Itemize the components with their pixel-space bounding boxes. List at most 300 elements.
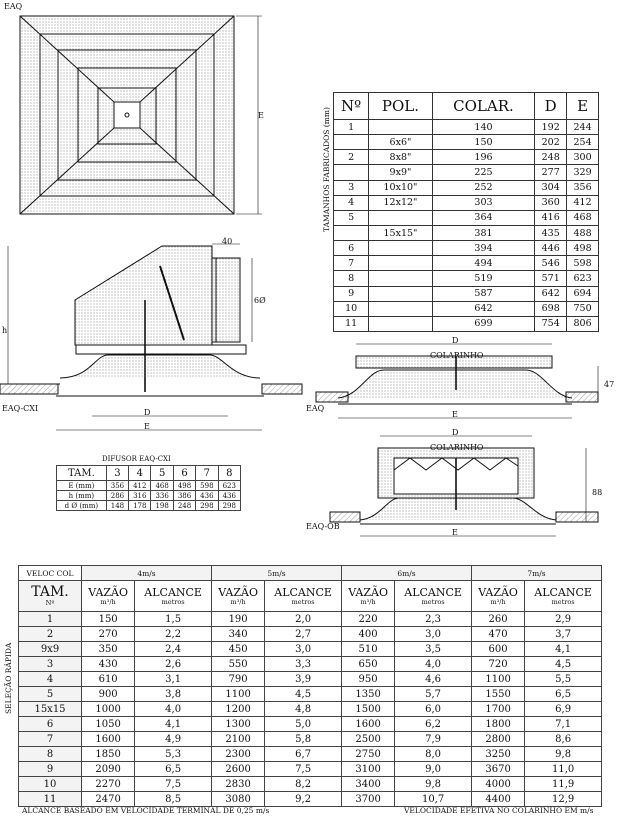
sizes-cell-colar: 381 <box>432 225 535 240</box>
alcance-cell: 6,2 <box>395 717 472 732</box>
cxi-cell: 468 <box>151 481 173 491</box>
sizes-cell-n: 4 <box>334 195 369 210</box>
alcance-cell: 8,5 <box>135 792 212 807</box>
alcance-cell: 6,9 <box>525 702 602 717</box>
vazao-label: VAZÃO <box>478 585 518 599</box>
sizes-cell-pol: 10x10" <box>369 180 432 195</box>
alcance-cell: 4,1 <box>525 642 602 657</box>
cxi-cell: 598 <box>196 481 218 491</box>
alcance-cell: 4,9 <box>135 732 212 747</box>
alcance-cell: 6,5 <box>525 687 602 702</box>
selection-row <box>19 702 602 717</box>
alcance-cell: 9,8 <box>525 747 602 762</box>
alcance-cell: 3,0 <box>265 642 342 657</box>
speed-6: 6m/s <box>341 566 471 581</box>
selection-row <box>19 732 602 747</box>
dim-d-ob: D <box>452 428 459 437</box>
alcance-cell: 7,5 <box>135 777 212 792</box>
sizes-cell-pol: 9x9" <box>369 165 432 180</box>
vazao-label: VAZÃO <box>348 585 388 599</box>
vazao-cell: 1350 <box>341 687 394 702</box>
vazao-cell: 1050 <box>82 717 135 732</box>
sizes-table-body <box>334 120 599 332</box>
sizes-cell-pol <box>369 316 432 331</box>
sizes-row <box>334 301 599 316</box>
alcance-cell: 3,1 <box>135 672 212 687</box>
vazao-cell: 600 <box>471 642 524 657</box>
selection-tam-cell: 5 <box>19 687 82 702</box>
selection-tam-cell: 7 <box>19 732 82 747</box>
selection-tam-cell: 11 <box>19 792 82 807</box>
alcance-cell: 12,9 <box>525 792 602 807</box>
selection-row <box>19 642 602 657</box>
sizes-cell-e: 598 <box>567 256 599 271</box>
vazao-cell: 1850 <box>82 747 135 762</box>
vazao-cell: 2830 <box>211 777 264 792</box>
vazao-cell: 510 <box>341 642 394 657</box>
alcance-label: ALCANCE <box>274 585 332 599</box>
selection-row <box>19 762 602 777</box>
alcance-cell: 2,9 <box>525 612 602 627</box>
sizes-cell-d: 416 <box>535 210 567 225</box>
alcance-cell: 2,3 <box>395 612 472 627</box>
vazao-cell: 190 <box>211 612 264 627</box>
vazao-cell: 610 <box>82 672 135 687</box>
tam-header <box>19 581 82 612</box>
selection-row <box>19 747 602 762</box>
alcance-cell: 2,4 <box>135 642 212 657</box>
sizes-cell-pol <box>369 301 432 316</box>
alcance-cell: 5,8 <box>265 732 342 747</box>
alcance-cell: 4,5 <box>525 657 602 672</box>
sizes-cell-pol: 8x8" <box>369 150 432 165</box>
sizes-cell-colar: 140 <box>432 120 535 135</box>
alcance-cell: 8,2 <box>265 777 342 792</box>
cxi-cell: 298 <box>218 501 240 511</box>
dim-e-cxi: E <box>144 422 150 431</box>
sizes-cell-colar: 364 <box>432 210 535 225</box>
alcance-cell: 2,6 <box>135 657 212 672</box>
vazao-cell: 2270 <box>82 777 135 792</box>
vazao-cell: 400 <box>341 627 394 642</box>
sizes-cell-pol <box>369 241 432 256</box>
sizes-cell-colar: 150 <box>432 135 535 150</box>
alcance-header <box>265 581 342 612</box>
cxi-view-label: EAQ-CXI <box>2 404 39 413</box>
alcance-cell: 4,1 <box>135 717 212 732</box>
plan-view <box>20 16 262 214</box>
sizes-row <box>334 241 599 256</box>
sizes-row <box>334 286 599 301</box>
alcance-header <box>395 581 472 612</box>
vazao-cell: 1200 <box>211 702 264 717</box>
alcance-cell: 3,0 <box>395 627 472 642</box>
alcance-label: ALCANCE <box>144 585 202 599</box>
sizes-cell-pol <box>369 256 432 271</box>
vazao-cell: 2750 <box>341 747 394 762</box>
sizes-cell-pol <box>369 286 432 301</box>
sizes-cell-n: 6 <box>334 241 369 256</box>
cxi-header-cell: 8 <box>218 466 240 481</box>
cxi-cell: 386 <box>173 491 195 501</box>
vazao-cell: 3080 <box>211 792 264 807</box>
sizes-cell-colar: 699 <box>432 316 535 331</box>
vazao-cell: 3400 <box>341 777 394 792</box>
sizes-cell-n: 10 <box>334 301 369 316</box>
alcance-cell: 4,8 <box>265 702 342 717</box>
alcance-cell: 9,0 <box>395 762 472 777</box>
cxi-header-cell: 7 <box>196 466 218 481</box>
vazao-header <box>341 581 394 612</box>
vazao-cell: 150 <box>82 612 135 627</box>
sizes-cell-pol: 6x6" <box>369 135 432 150</box>
alcance-cell: 4,6 <box>395 672 472 687</box>
selection-row <box>19 627 602 642</box>
alcance-cell: 1,5 <box>135 612 212 627</box>
vazao-cell: 220 <box>341 612 394 627</box>
alcance-cell: 3,8 <box>135 687 212 702</box>
sizes-cell-e: 254 <box>567 135 599 150</box>
cxi-cell: 412 <box>129 481 151 491</box>
sizes-cell-e: 750 <box>567 301 599 316</box>
dim-88-label: 88 <box>592 488 603 497</box>
selection-tam-cell: 15x15 <box>19 702 82 717</box>
cxi-header-cell: 3 <box>106 466 128 481</box>
vazao-cell: 1550 <box>471 687 524 702</box>
alcance-cell: 7,9 <box>395 732 472 747</box>
dim-e-eaq: E <box>452 410 458 419</box>
cxi-cell: 436 <box>196 491 218 501</box>
cxi-cell: 148 <box>106 501 128 511</box>
footer-right: VELOCIDADE EFETIVA NO COLARINHO EM m/s <box>404 806 594 815</box>
vazao-unit: m³/h <box>100 597 116 606</box>
cxi-header-cell: 6 <box>173 466 195 481</box>
sizes-cell-colar: 587 <box>432 286 535 301</box>
vazao-label: VAZÃO <box>218 585 258 599</box>
sizes-cell-d: 446 <box>535 241 567 256</box>
selection-row <box>19 687 602 702</box>
dim-47-label: 47 <box>604 380 615 389</box>
vazao-cell: 900 <box>82 687 135 702</box>
vazao-unit: m³/h <box>490 597 506 606</box>
vazao-cell: 350 <box>82 642 135 657</box>
vazao-cell: 1000 <box>82 702 135 717</box>
alcance-cell: 5,0 <box>265 717 342 732</box>
cxi-row-label: h (mm) <box>57 491 107 501</box>
vazao-label: VAZÃO <box>88 585 128 599</box>
alcance-cell: 4,0 <box>135 702 212 717</box>
alcance-cell: 8,6 <box>525 732 602 747</box>
vazao-unit: m³/h <box>360 597 376 606</box>
selection-table <box>18 565 602 807</box>
sizes-header-colar: COLAR. <box>432 93 535 120</box>
dim-e-plan: E <box>258 111 264 120</box>
alcance-cell: 6,7 <box>265 747 342 762</box>
cxi-cell: 298 <box>196 501 218 511</box>
dim-e-ob: E <box>452 528 458 537</box>
vazao-cell: 790 <box>211 672 264 687</box>
sizes-cell-d: 754 <box>535 316 567 331</box>
sizes-cell-d: 304 <box>535 180 567 195</box>
sizes-cell-n: 11 <box>334 316 369 331</box>
cxi-cell: 178 <box>129 501 151 511</box>
alcance-unit: metros <box>421 597 445 606</box>
selection-tam-cell: 1 <box>19 612 82 627</box>
sizes-header-pol: POL. <box>369 93 432 120</box>
cxi-table <box>56 465 241 511</box>
sizes-row <box>334 195 599 210</box>
dim-d-eaq: D <box>452 336 459 345</box>
vazao-cell: 1600 <box>82 732 135 747</box>
cxi-row <box>57 501 241 511</box>
sizes-cell-d: 360 <box>535 195 567 210</box>
sizes-table <box>333 92 599 332</box>
speed-row <box>19 566 602 581</box>
sizes-cell-e: 468 <box>567 210 599 225</box>
sizes-header-d: D <box>535 93 567 120</box>
cxi-row-label: E (mm) <box>57 481 107 491</box>
sizes-cell-d: 546 <box>535 256 567 271</box>
vazao-cell: 550 <box>211 657 264 672</box>
sizes-cell-n: 7 <box>334 256 369 271</box>
selection-header-row <box>19 581 602 612</box>
selection-tam-cell: 2 <box>19 627 82 642</box>
cxi-header-tam: TAM. <box>57 466 107 481</box>
alcance-cell: 7,5 <box>265 762 342 777</box>
sizes-row <box>334 271 599 286</box>
sizes-cell-colar: 303 <box>432 195 535 210</box>
sizes-cell-colar: 494 <box>432 256 535 271</box>
sizes-cell-colar: 196 <box>432 150 535 165</box>
sizes-vertical-label: TAMANHOS FABRICADOS (mm) <box>322 107 331 232</box>
alcance-unit: metros <box>291 597 315 606</box>
sizes-cell-n: 3 <box>334 180 369 195</box>
sizes-cell-e: 623 <box>567 271 599 286</box>
sizes-row <box>334 316 599 331</box>
vazao-cell: 260 <box>471 612 524 627</box>
dim-40-label: 40 <box>222 237 233 246</box>
selection-tam-cell: 6 <box>19 717 82 732</box>
vazao-cell: 2100 <box>211 732 264 747</box>
colarinho-ob: COLARINHO <box>430 443 484 452</box>
sizes-cell-colar: 252 <box>432 180 535 195</box>
alcance-cell: 3,7 <box>525 627 602 642</box>
cxi-header-row <box>57 466 241 481</box>
alcance-cell: 2,7 <box>265 627 342 642</box>
vazao-cell: 3700 <box>341 792 394 807</box>
sizes-cell-n <box>334 165 369 180</box>
sizes-cell-colar: 225 <box>432 165 535 180</box>
vazao-cell: 1100 <box>471 672 524 687</box>
dim-h-label: h <box>2 326 8 335</box>
cxi-row <box>57 491 241 501</box>
sizes-header-row <box>334 93 599 120</box>
vazao-cell: 650 <box>341 657 394 672</box>
sizes-cell-d: 192 <box>535 120 567 135</box>
cxi-cell: 623 <box>218 481 240 491</box>
sizes-cell-d: 277 <box>535 165 567 180</box>
dim-d-cxi: D <box>144 408 151 417</box>
sizes-cell-n <box>334 135 369 150</box>
alcance-cell: 4,5 <box>265 687 342 702</box>
sizes-cell-d: 248 <box>535 150 567 165</box>
alcance-cell: 7,1 <box>525 717 602 732</box>
sizes-cell-e: 806 <box>567 316 599 331</box>
sizes-row <box>334 150 599 165</box>
sizes-row <box>334 210 599 225</box>
selection-row <box>19 777 602 792</box>
alcance-header <box>525 581 602 612</box>
sizes-row <box>334 256 599 271</box>
sizes-cell-e: 329 <box>567 165 599 180</box>
cxi-cell: 198 <box>151 501 173 511</box>
vazao-cell: 340 <box>211 627 264 642</box>
alcance-cell: 8,0 <box>395 747 472 762</box>
alcance-unit: metros <box>161 597 185 606</box>
vazao-cell: 3250 <box>471 747 524 762</box>
sizes-cell-n: 1 <box>334 120 369 135</box>
alcance-label: ALCANCE <box>404 585 462 599</box>
alcance-cell: 6,5 <box>135 762 212 777</box>
alcance-cell: 3,9 <box>265 672 342 687</box>
sizes-cell-e: 488 <box>567 225 599 240</box>
sizes-cell-colar: 394 <box>432 241 535 256</box>
alcance-label: ALCANCE <box>534 585 592 599</box>
cxi-cell: 286 <box>106 491 128 501</box>
cxi-header-cell: 5 <box>151 466 173 481</box>
sizes-cell-e: 694 <box>567 286 599 301</box>
cxi-cell: 316 <box>129 491 151 501</box>
vazao-cell: 1800 <box>471 717 524 732</box>
speed-4: 4m/s <box>82 566 212 581</box>
cxi-cell: 498 <box>173 481 195 491</box>
selection-row <box>19 657 602 672</box>
plan-view-label: EAQ <box>4 2 23 11</box>
veloc-label: VELOC COL <box>19 566 82 581</box>
footer-left: ALCANCE BASEADO EM VELOCIDADE TERMINAL DE 0,25 m/s <box>22 806 270 815</box>
alcance-cell: 9,2 <box>265 792 342 807</box>
sizes-row <box>334 180 599 195</box>
vazao-cell: 1100 <box>211 687 264 702</box>
sizes-cell-d: 571 <box>535 271 567 286</box>
selection-tam-cell: 9x9 <box>19 642 82 657</box>
sizes-cell-d: 698 <box>535 301 567 316</box>
alcance-cell: 2,2 <box>135 627 212 642</box>
eaq-view-label: EAQ <box>306 404 325 413</box>
cxi-cell: 336 <box>151 491 173 501</box>
vazao-cell: 1600 <box>341 717 394 732</box>
vazao-cell: 2600 <box>211 762 264 777</box>
vazao-header <box>211 581 264 612</box>
sizes-cell-d: 202 <box>535 135 567 150</box>
cxi-header-cell: 4 <box>129 466 151 481</box>
cxi-table-title: DIFUSOR EAQ-CXI <box>102 455 171 463</box>
cxi-cell: 248 <box>173 501 195 511</box>
cxi-cell: 436 <box>218 491 240 501</box>
selection-vertical-label: SELEÇÃO RÁPIDA <box>4 642 13 714</box>
vazao-cell: 720 <box>471 657 524 672</box>
selection-tam-cell: 4 <box>19 672 82 687</box>
vazao-cell: 470 <box>471 627 524 642</box>
sizes-cell-e: 244 <box>567 120 599 135</box>
vazao-header <box>82 581 135 612</box>
cxi-side-view <box>0 244 302 430</box>
alcance-cell: 10,7 <box>395 792 472 807</box>
sizes-cell-n: 9 <box>334 286 369 301</box>
vazao-cell: 450 <box>211 642 264 657</box>
vazao-header <box>471 581 524 612</box>
alcance-cell: 11,0 <box>525 762 602 777</box>
tam-sub: Nº <box>45 599 55 607</box>
sizes-row <box>334 225 599 240</box>
vazao-cell: 2800 <box>471 732 524 747</box>
sizes-cell-n <box>334 225 369 240</box>
vazao-cell: 2300 <box>211 747 264 762</box>
selection-row <box>19 672 602 687</box>
selection-row <box>19 612 602 627</box>
sizes-cell-n: 5 <box>334 210 369 225</box>
vazao-unit: m³/h <box>230 597 246 606</box>
tam-label: TAM. <box>31 584 69 600</box>
vazao-cell: 4000 <box>471 777 524 792</box>
alcance-cell: 9,8 <box>395 777 472 792</box>
vazao-cell: 1300 <box>211 717 264 732</box>
sizes-cell-n: 8 <box>334 271 369 286</box>
alcance-cell: 11,9 <box>525 777 602 792</box>
alcance-cell: 5,5 <box>525 672 602 687</box>
vazao-cell: 2500 <box>341 732 394 747</box>
sizes-cell-e: 356 <box>567 180 599 195</box>
selection-row <box>19 792 602 807</box>
alcance-cell: 5,3 <box>135 747 212 762</box>
cxi-row <box>57 481 241 491</box>
vazao-cell: 270 <box>82 627 135 642</box>
cxi-row-label: d Ø (mm) <box>57 501 107 511</box>
sizes-cell-colar: 519 <box>432 271 535 286</box>
vazao-cell: 1700 <box>471 702 524 717</box>
sizes-row <box>334 135 599 150</box>
dim-60-label: 6Ø <box>254 296 266 305</box>
selection-table-body <box>19 612 602 807</box>
sizes-cell-d: 642 <box>535 286 567 301</box>
sizes-row <box>334 165 599 180</box>
alcance-cell: 2,0 <box>265 612 342 627</box>
selection-row <box>19 717 602 732</box>
sizes-header-n: Nº <box>334 93 369 120</box>
selection-tam-cell: 3 <box>19 657 82 672</box>
colarinho-eaq: COLARINHO <box>430 351 484 360</box>
vazao-cell: 1500 <box>341 702 394 717</box>
speed-5: 5m/s <box>211 566 341 581</box>
cxi-table-body <box>57 481 241 511</box>
alcance-header <box>135 581 212 612</box>
sizes-cell-e: 498 <box>567 241 599 256</box>
sizes-cell-e: 300 <box>567 150 599 165</box>
vazao-cell: 2090 <box>82 762 135 777</box>
vazao-cell: 3100 <box>341 762 394 777</box>
speed-7: 7m/s <box>471 566 601 581</box>
ob-view-label: EAQ-OB <box>306 522 340 531</box>
alcance-cell: 4,0 <box>395 657 472 672</box>
sizes-cell-pol: 15x15" <box>369 225 432 240</box>
vazao-cell: 3670 <box>471 762 524 777</box>
sizes-cell-pol: 12x12" <box>369 195 432 210</box>
alcance-cell: 3,3 <box>265 657 342 672</box>
alcance-unit: metros <box>551 597 575 606</box>
alcance-cell: 5,7 <box>395 687 472 702</box>
sizes-cell-e: 412 <box>567 195 599 210</box>
alcance-cell: 6,0 <box>395 702 472 717</box>
